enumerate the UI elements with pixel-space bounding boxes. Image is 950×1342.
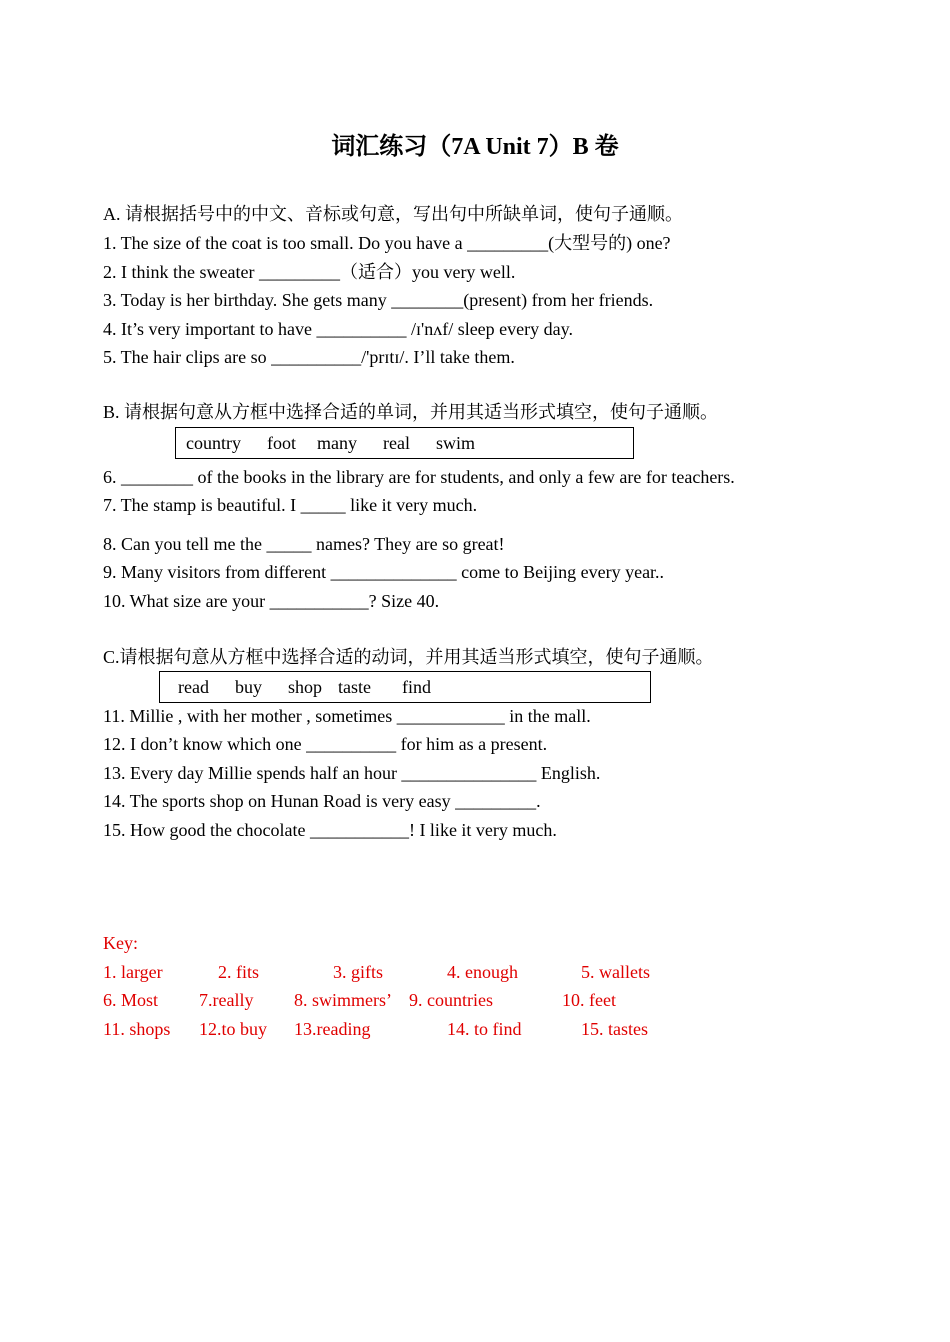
word-box-c-word: buy	[235, 677, 262, 697]
question-7: 7. The stamp is beautiful. I _____ like it very much.	[103, 495, 478, 515]
word-box-c-word: find	[402, 677, 431, 697]
question-10: 10. What size are your ___________? Size 40.	[103, 591, 440, 611]
question-6: 6. ________ of the books in the library are for students, and only a few are for teachers.	[103, 467, 735, 487]
word-box-b-word: country	[186, 433, 241, 453]
section-c-heading: C.请根据句意从方框中选择合适的动词，并用其适当形式填空，使句子通顺。	[103, 647, 714, 667]
key-answer: 3. gifts	[333, 962, 384, 982]
key-answer: 2. fits	[218, 962, 260, 982]
key-label: Key:	[103, 933, 138, 953]
key-answer: 11. shops	[103, 1019, 171, 1039]
word-box-b-word: swim	[436, 433, 476, 453]
key-answer: 7.really	[199, 990, 254, 1010]
key-answer: 5. wallets	[581, 962, 650, 982]
key-answer: 8. swimmers’	[294, 990, 392, 1010]
word-box-c-word: shop	[288, 677, 323, 697]
question-12: 12. I don’t know which one __________ for him as a present.	[103, 734, 548, 754]
key-answer: 15. tastes	[581, 1019, 648, 1039]
word-box-c	[159, 671, 651, 703]
key-answer: 9. countries	[409, 990, 493, 1010]
question-2: 2. I think the sweater _________（适合）you very well.	[103, 262, 516, 282]
question-8: 8. Can you tell me the _____ names? They are so great!	[103, 534, 505, 554]
question-5: 5. The hair clips are so __________/'prɪtɪ/. I’ll take them.	[103, 347, 515, 367]
word-box-b	[175, 427, 634, 459]
key-answer: 4. enough	[447, 962, 518, 982]
key-answer: 12.to buy	[199, 1019, 268, 1039]
question-4: 4. It’s very important to have __________ /ɪ'nʌf/ sleep every day.	[103, 319, 573, 339]
section-a-heading: A. 请根据括号中的中文、音标或句意，写出句中所缺单词，使句子通顺。	[103, 204, 683, 224]
section-b-heading: B. 请根据句意从方框中选择合适的单词，并用其适当形式填空，使句子通顺。	[103, 402, 719, 422]
question-13: 13. Every day Millie spends half an hour _______________ English.	[103, 763, 601, 783]
key-answer: 10. feet	[562, 990, 616, 1010]
key-answer: 14. to find	[447, 1019, 522, 1039]
question-9: 9. Many visitors from different ______________ come to Beijing every year..	[103, 562, 665, 582]
word-box-b-word: many	[317, 433, 357, 453]
word-box-b-word: real	[383, 433, 410, 453]
word-box-c-word: taste	[338, 677, 371, 697]
question-11: 11. Millie , with her mother , sometimes ____________ in the mall.	[103, 706, 591, 726]
key-answer: 1. larger	[103, 962, 163, 982]
key-answer: 13.reading	[294, 1019, 371, 1039]
page-title: 词汇练习（7A Unit 7）B 卷	[331, 134, 619, 160]
question-1: 1. The size of the coat is too small. Do you have a _________(大型号的) one?	[103, 233, 671, 253]
word-box-c-word: read	[178, 677, 209, 697]
word-box-b-word: foot	[267, 433, 296, 453]
question-3: 3. Today is her birthday. She gets many ________(present) from her friends.	[103, 290, 654, 310]
key-answer: 6. Most	[103, 990, 159, 1010]
question-15: 15. How good the chocolate ___________! I like it very much.	[103, 820, 557, 840]
question-14: 14. The sports shop on Hunan Road is very easy _________.	[103, 791, 541, 811]
